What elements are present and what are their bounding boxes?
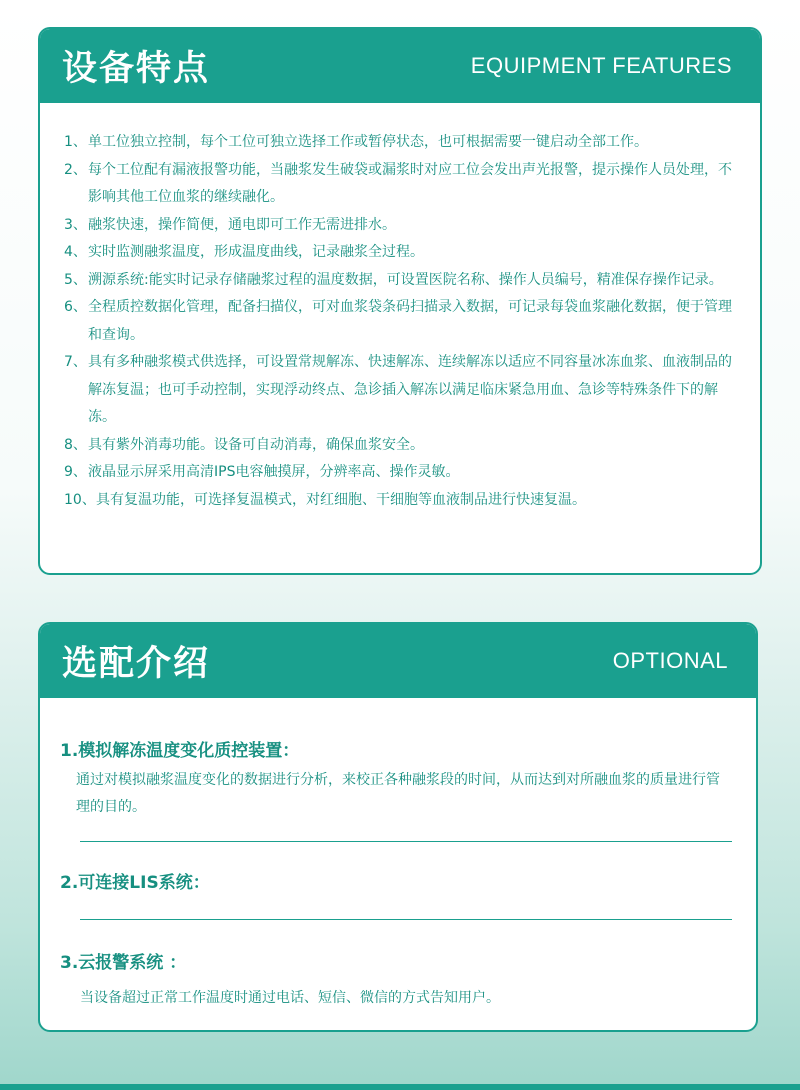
feature-number: 2、 bbox=[64, 161, 87, 178]
feature-item bbox=[64, 487, 736, 515]
optional-section-1 bbox=[40, 698, 756, 821]
optional-section-title: 1.模拟解冻温度变化质控装置： bbox=[60, 741, 300, 761]
feature-number: 9、 bbox=[64, 464, 87, 480]
features-header bbox=[40, 29, 760, 103]
bottom-strip bbox=[0, 1084, 800, 1090]
feature-text: 具有紫外消毒功能。设备可自动消毒，确保血浆安全。 bbox=[88, 436, 424, 453]
feature-text: 溯源系统:能实时记录存储融浆过程的温度数据，可设置医院名称、操作人员编号，精准保存操作记录。 bbox=[88, 271, 723, 288]
optional-section-3 bbox=[40, 920, 756, 1012]
feature-item bbox=[64, 267, 736, 295]
optional-section-2 bbox=[40, 842, 756, 893]
feature-item bbox=[64, 239, 736, 267]
feature-item bbox=[64, 349, 736, 432]
feature-number: 7、 bbox=[64, 354, 87, 370]
feature-number: 8、 bbox=[64, 436, 87, 453]
features-list bbox=[40, 103, 760, 514]
optional-title: 选配介绍 bbox=[62, 644, 211, 684]
feature-item bbox=[64, 459, 736, 487]
optional-section-desc: 当设备超过正常工作温度时通过电话、短信、微信的方式告知用户。 bbox=[80, 990, 500, 1006]
optional-section-desc: 通过对模拟融浆温度变化的数据进行分析，来校正各种融浆段的时间，从而达到对所融血浆的质量进行管理的目的。 bbox=[76, 772, 720, 815]
feature-number: 3、 bbox=[64, 216, 87, 233]
feature-text: 实时监测融浆温度，形成温度曲线，记录融浆全过程。 bbox=[88, 244, 424, 260]
optional-section-title: 2.可连接LIS系统： bbox=[60, 873, 210, 893]
feature-text: 液晶显示屏采用高清IPS电容触摸屏，分辨率高、操作灵敏。 bbox=[88, 464, 460, 480]
feature-text: 每个工位配有漏液报警功能，当融浆发生破袋或漏浆时对应工位会发出声光报警，提示操作人员处理，不影响其他工位血浆的继续融化。 bbox=[88, 161, 732, 205]
feature-item bbox=[64, 294, 736, 349]
feature-text: 具有多种融浆模式供选择，可设置常规解冻、快速解冻、连续解冻以适应不同容量冰冻血浆、血液制品的 解冻复温；也可手动控制，实现浮动终点、急诊插入解冻以满足临床紧急用血、急诊等特殊条件下的解冻。 bbox=[88, 354, 732, 425]
feature-number: 5、 bbox=[64, 271, 87, 288]
feature-item bbox=[64, 212, 736, 240]
feature-item bbox=[64, 157, 736, 212]
optional-header bbox=[40, 624, 756, 698]
feature-text: 融浆快速，操作简便，通电即可工作无需进排水。 bbox=[88, 216, 396, 233]
feature-text: 单工位独立控制，每个工位可独立选择工作或暂停状态，也可根据需要一键启动全部工作。 bbox=[88, 134, 648, 150]
feature-item bbox=[64, 432, 736, 460]
feature-text: 全程质控数据化管理，配备扫描仪，可对血浆袋条码扫描录入数据，可记录每袋血浆融化数据，便于管理和查询。 bbox=[88, 299, 732, 343]
feature-number: 1、 bbox=[64, 134, 87, 150]
feature-text: 具有复温功能，可选择复温模式，对红细胞、干细胞等血液制品进行快速复温。 bbox=[96, 491, 586, 508]
optional-subtitle: OPTIONAL bbox=[612, 648, 728, 673]
equipment-features-card bbox=[38, 27, 762, 575]
feature-number: 4、 bbox=[64, 244, 87, 260]
optional-section-title: 3.云报警系统 ： bbox=[60, 953, 187, 973]
feature-item bbox=[64, 129, 736, 157]
features-title: 设备特点 bbox=[62, 49, 211, 89]
feature-number: 10、 bbox=[64, 491, 96, 508]
optional-card bbox=[38, 622, 758, 1032]
feature-number: 6、 bbox=[64, 299, 87, 315]
features-subtitle: EQUIPMENT FEATURES bbox=[470, 53, 732, 78]
